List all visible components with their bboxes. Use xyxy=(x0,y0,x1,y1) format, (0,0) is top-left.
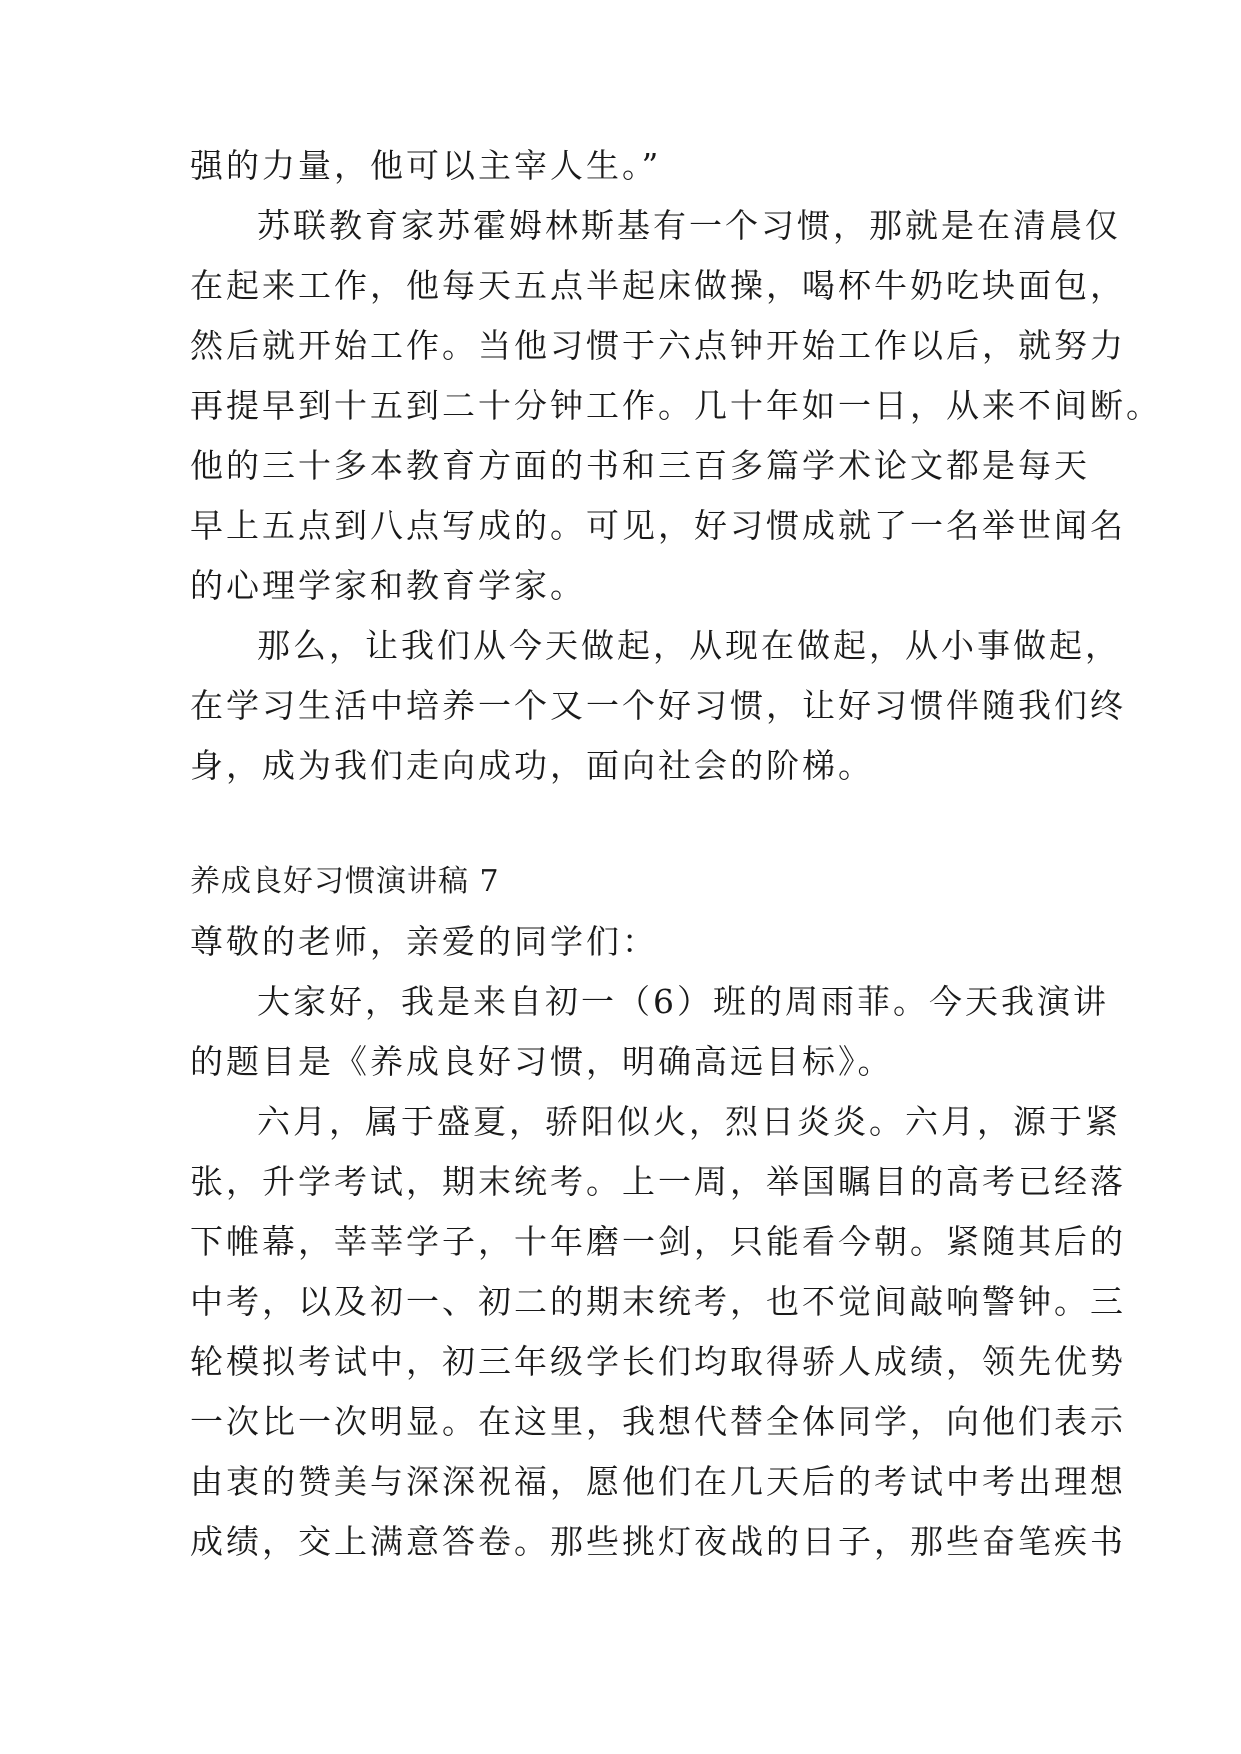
paragraph-line: 苏联教育家苏霍姆林斯基有一个习惯，那就是在清晨仅 xyxy=(257,206,1121,245)
paragraph-line: 中考，以及初一、初二的期末统考，也不觉间敲响警钟。三 xyxy=(190,1282,1126,1321)
paragraph-line: 身，成为我们走向成功，面向社会的阶梯。 xyxy=(190,746,874,785)
salutation-line: 尊敬的老师，亲爱的同学们： xyxy=(190,922,658,961)
paragraph-line: 成绩，交上满意答卷。那些挑灯夜战的日子，那些奋笔疾书 xyxy=(190,1522,1126,1561)
paragraph-line: 下帷幕，莘莘学子，十年磨一剑，只能看今朝。紧随其后的 xyxy=(190,1222,1126,1261)
paragraph-line: 再提早到十五到二十分钟工作。几十年如一日，从来不间断。 xyxy=(190,386,1162,425)
paragraph-line: 强的力量，他可以主宰人生。” xyxy=(190,146,662,185)
paragraph-line: 大家好，我是来自初一（6）班的周雨菲。今天我演讲 xyxy=(257,982,1109,1021)
paragraph-line: 的心理学家和教育学家。 xyxy=(190,566,586,605)
paragraph-line: 六月，属于盛夏，骄阳似火，烈日炎炎。六月，源于紧 xyxy=(257,1102,1121,1141)
paragraph-line: 在学习生活中培养一个又一个好习惯，让好习惯伴随我们终 xyxy=(190,686,1126,725)
paragraph-line: 他的三十多本教育方面的书和三百多篇学术论文都是每天 xyxy=(190,446,1090,485)
paragraph-line: 的题目是《养成良好习惯，明确高远目标》。 xyxy=(190,1042,894,1081)
paragraph-line: 张，升学考试，期末统考。上一周，举国瞩目的高考已经落 xyxy=(190,1162,1126,1201)
paragraph-line: 一次比一次明显。在这里，我想代替全体同学，向他们表示 xyxy=(190,1402,1126,1441)
paragraph-line: 由衷的赞美与深深祝福，愿他们在几天后的考试中考出理想 xyxy=(190,1462,1126,1501)
paragraph-line: 轮模拟考试中，初三年级学长们均取得骄人成绩，领先优势 xyxy=(190,1342,1126,1381)
paragraph-line: 然后就开始工作。当他习惯于六点钟开始工作以后，就努力 xyxy=(190,326,1126,365)
paragraph-line: 在起来工作，他每天五点半起床做操，喝杯牛奶吃块面包， xyxy=(190,266,1126,305)
paragraph-line: 早上五点到八点写成的。可见，好习惯成就了一名举世闻名 xyxy=(190,506,1126,545)
paragraph-line: 那么，让我们从今天做起，从现在做起，从小事做起， xyxy=(257,626,1121,665)
section-heading: 养成良好习惯演讲稿 7 xyxy=(190,864,500,899)
